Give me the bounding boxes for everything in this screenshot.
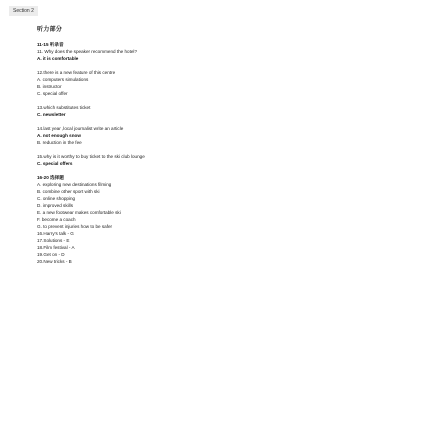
option-d: D. improved skills: [37, 203, 73, 208]
answer-16: 16.Harry's talk - G: [37, 231, 74, 236]
option-c: C. online shopping: [37, 196, 76, 201]
option-a: A. exploring new destinations filming: [37, 182, 112, 187]
question-12-option-b: B. instructor: [37, 84, 62, 89]
listening-header: 听力部分: [37, 27, 63, 33]
answer-20: 20.New tricks - B: [37, 259, 72, 264]
question-12: 12.there is a new feature of this centre: [37, 70, 116, 75]
answer-13: C. newsletter: [37, 112, 66, 117]
answer-11: A. it is comfortable: [37, 56, 79, 61]
question-12-option-a: A. computers simulations: [37, 77, 89, 82]
question-11: 11. Why does the speaker recommend the hotel?: [37, 49, 138, 54]
answer-18: 18.Film festival - A: [37, 245, 75, 250]
question-15: 15.why is it worthy to buy ticket to the ski club lounge: [37, 154, 145, 159]
question-12-option-c: C. special offer: [37, 91, 68, 96]
section-label: Section 2: [9, 6, 38, 16]
part2-heading: 16-20 选择题: [37, 175, 64, 180]
option-f: F. become a coach: [37, 217, 76, 222]
option-g: G. to prevent injuries how to be safer: [37, 224, 113, 229]
answer-19: 19.Get on - D: [37, 252, 65, 257]
question-13: 13.which substitutes ticket: [37, 105, 91, 110]
option-b: B. combine other sport with ski: [37, 189, 100, 194]
answer-15: C. special offers: [37, 161, 73, 166]
question-14: 14.last year ,local journalist write an article: [37, 126, 124, 131]
question-14-option-b: B. reduction in the fee: [37, 140, 82, 145]
question-14-option-a: A. not enough snow: [37, 133, 81, 138]
answer-17: 17.Solutions - E: [37, 238, 70, 243]
part1-heading: 11-15 听录音: [37, 42, 64, 47]
option-e: E. a new footwear makes comfortable ski: [37, 210, 121, 215]
